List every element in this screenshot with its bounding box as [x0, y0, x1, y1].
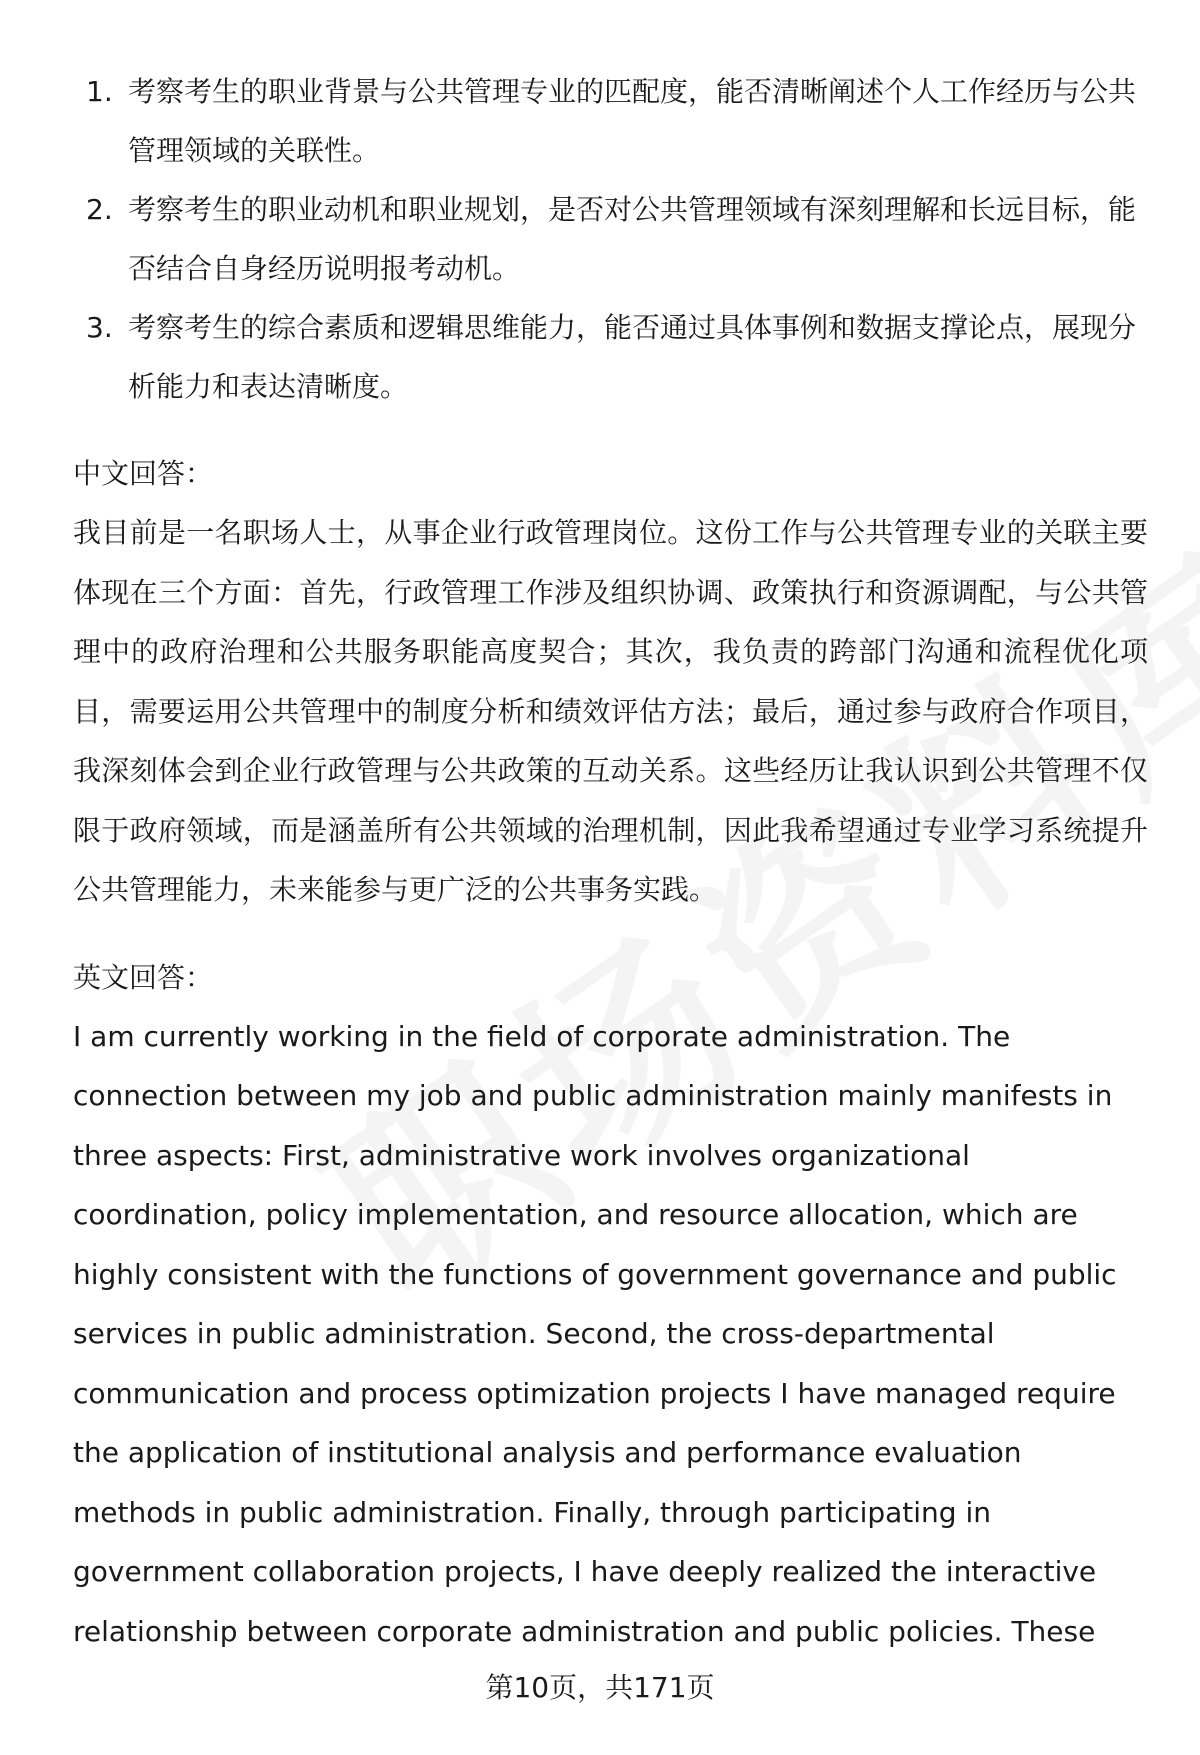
list-item-number: 2.: [86, 193, 113, 226]
chinese-answer-label: 中文回答：: [73, 457, 214, 490]
chinese-answer-text: 我目前是一名职场人士，从事企业行政管理岗位。这份工作与公共管理专业的关联主要体现在三个方面：首先，行政管理工作涉及组织协调、政策执行和资源调配，与公共管理中的政府治理和公共服务职能高度契合；其次，我负责的跨部门沟通和流程优化项目，需要运用公共管理中的制度分析和绩效评估方法；最后，通过参与政府合作项目，我深刻体会到企业行政管理与公共政策的互动关系。这些经历让我认识到公共管理不仅限于政府领域，而是涵盖所有公共领域的治理机制，因此我希望通过专业学习系统提升公共管理能力，未来能参与更广泛的公共事务实践。: [73, 516, 1148, 906]
list-item-text: 考察考生的职业动机和职业规划，是否对公共管理领域有深刻理解和长远目标，能否结合自身经历说明报考动机。: [128, 193, 1137, 285]
list-item-number: 3.: [86, 311, 113, 344]
list-item-text: 考察考生的职业背景与公共管理专业的匹配度，能否清晰阐述个人工作经历与公共管理领域的关联性。: [128, 75, 1137, 167]
page-footer: 第10页，共171页: [485, 1671, 715, 1704]
list-item-number: 1.: [86, 75, 113, 108]
english-answer-text: I am currently working in the field of corporate administration. The connection between my job and public administration mainly manifests in three aspects: First, administrative work involves organizational coordination, policy implementation, and resource allocation, which are highly consistent with the functions of government governance and public services in public administration. Second, the cross-departmental communication and process optimization projects I have managed require the application of institutional analysis and performance evaluation methods in public administration. Finally, through participating in government collaboration projects, I have deeply realized the interactive relationship between corporate administration and public policies. These: [73, 1019, 1117, 1648]
list-item: [73, 62, 1148, 180]
page-content: [73, 62, 1148, 1661]
list-item-text: 考察考生的综合素质和逻辑思维能力，能否通过具体事例和数据支撑论点，展现分析能力和表达清晰度。: [128, 311, 1137, 403]
list-item: [73, 298, 1148, 416]
english-answer-label: 英文回答：: [73, 960, 214, 994]
assessment-points-list: [73, 62, 1148, 416]
list-item: [73, 180, 1148, 298]
